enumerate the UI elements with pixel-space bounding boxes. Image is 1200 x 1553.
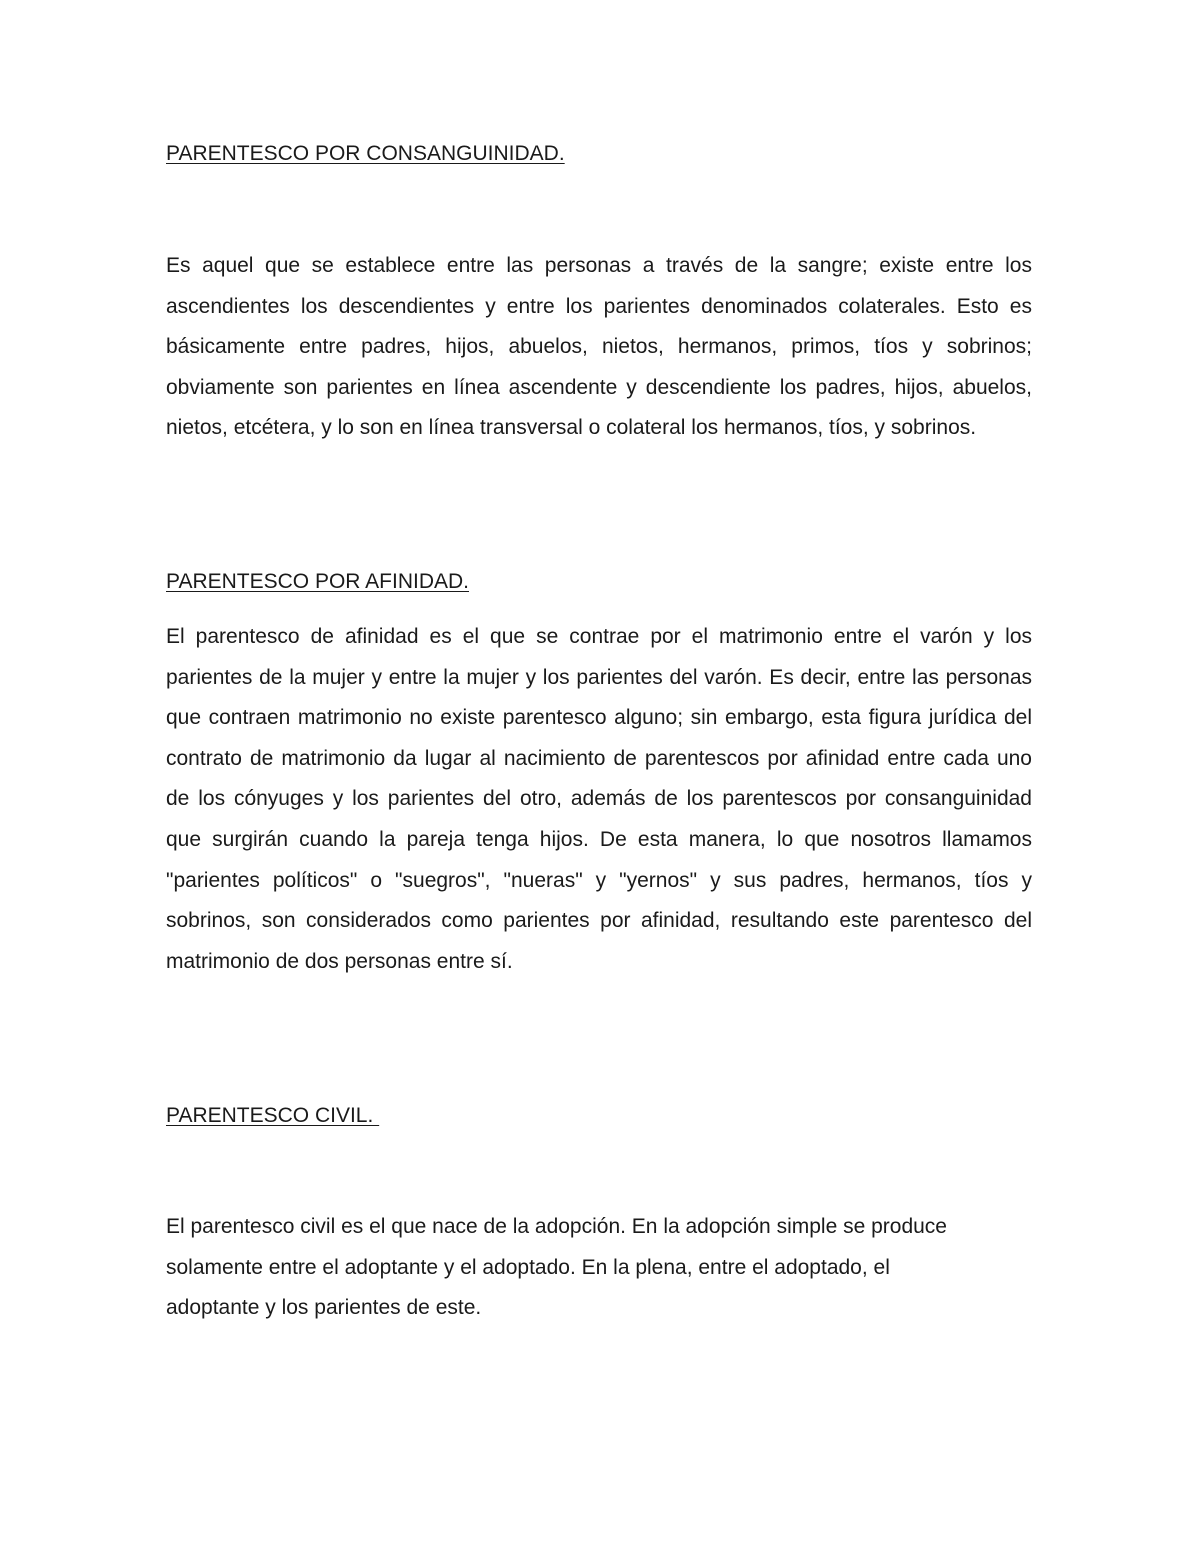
paragraph-civil: El parentesco civil es el que nace de la adopción. En la adopción simple se produce solamente entre el adoptante y el adoptado. En la plena, entre el adoptado, el adoptante y los parientes de este. (166, 1215, 947, 1320)
heading-afinidad: PARENTESCO POR AFINIDAD. (166, 570, 469, 593)
paragraph-consanguinidad: Es aquel que se establece entre las personas a través de la sangre; existe entre los ascendientes los descendientes y entre los parientes denominados colaterales. Esto es básicamente entre padres, hijos, abuelos, nietos, hermanos, primos, tíos y sobrinos; obviamente son parientes en línea ascendente y descendiente los padres, hijos, abuelos, nietos, etcétera, y lo son en línea transversal o colateral los hermanos, tíos, y sobrinos. (166, 254, 1032, 440)
heading-civil: PARENTESCO CIVIL. (166, 1104, 380, 1127)
heading-consanguinidad: PARENTESCO POR CONSANGUINIDAD. (166, 142, 565, 165)
paragraph-afinidad: El parentesco de afinidad es el que se contrae por el matrimonio entre el varón y los parientes de la mujer y entre la mujer y los parientes del varón. Es decir, entre las personas que contraen matrimonio no existe parentesco alguno; sin embargo, esta figura jurídica del contrato de matrimonio da lugar al nacimiento de parentescos por afinidad entre cada uno de los cónyuges y los parientes del otro, además de los parentescos por consanguinidad que surgirán cuando la pareja tenga hijos. De esta manera, lo que nosotros llamamos "parientes políticos" o "suegros", "nueras" y "yernos" y sus padres, hermanos, tíos y sobrinos, son considerados como parientes por afinidad, resultando este parentesco del matrimonio de dos personas entre sí. (166, 625, 1032, 973)
